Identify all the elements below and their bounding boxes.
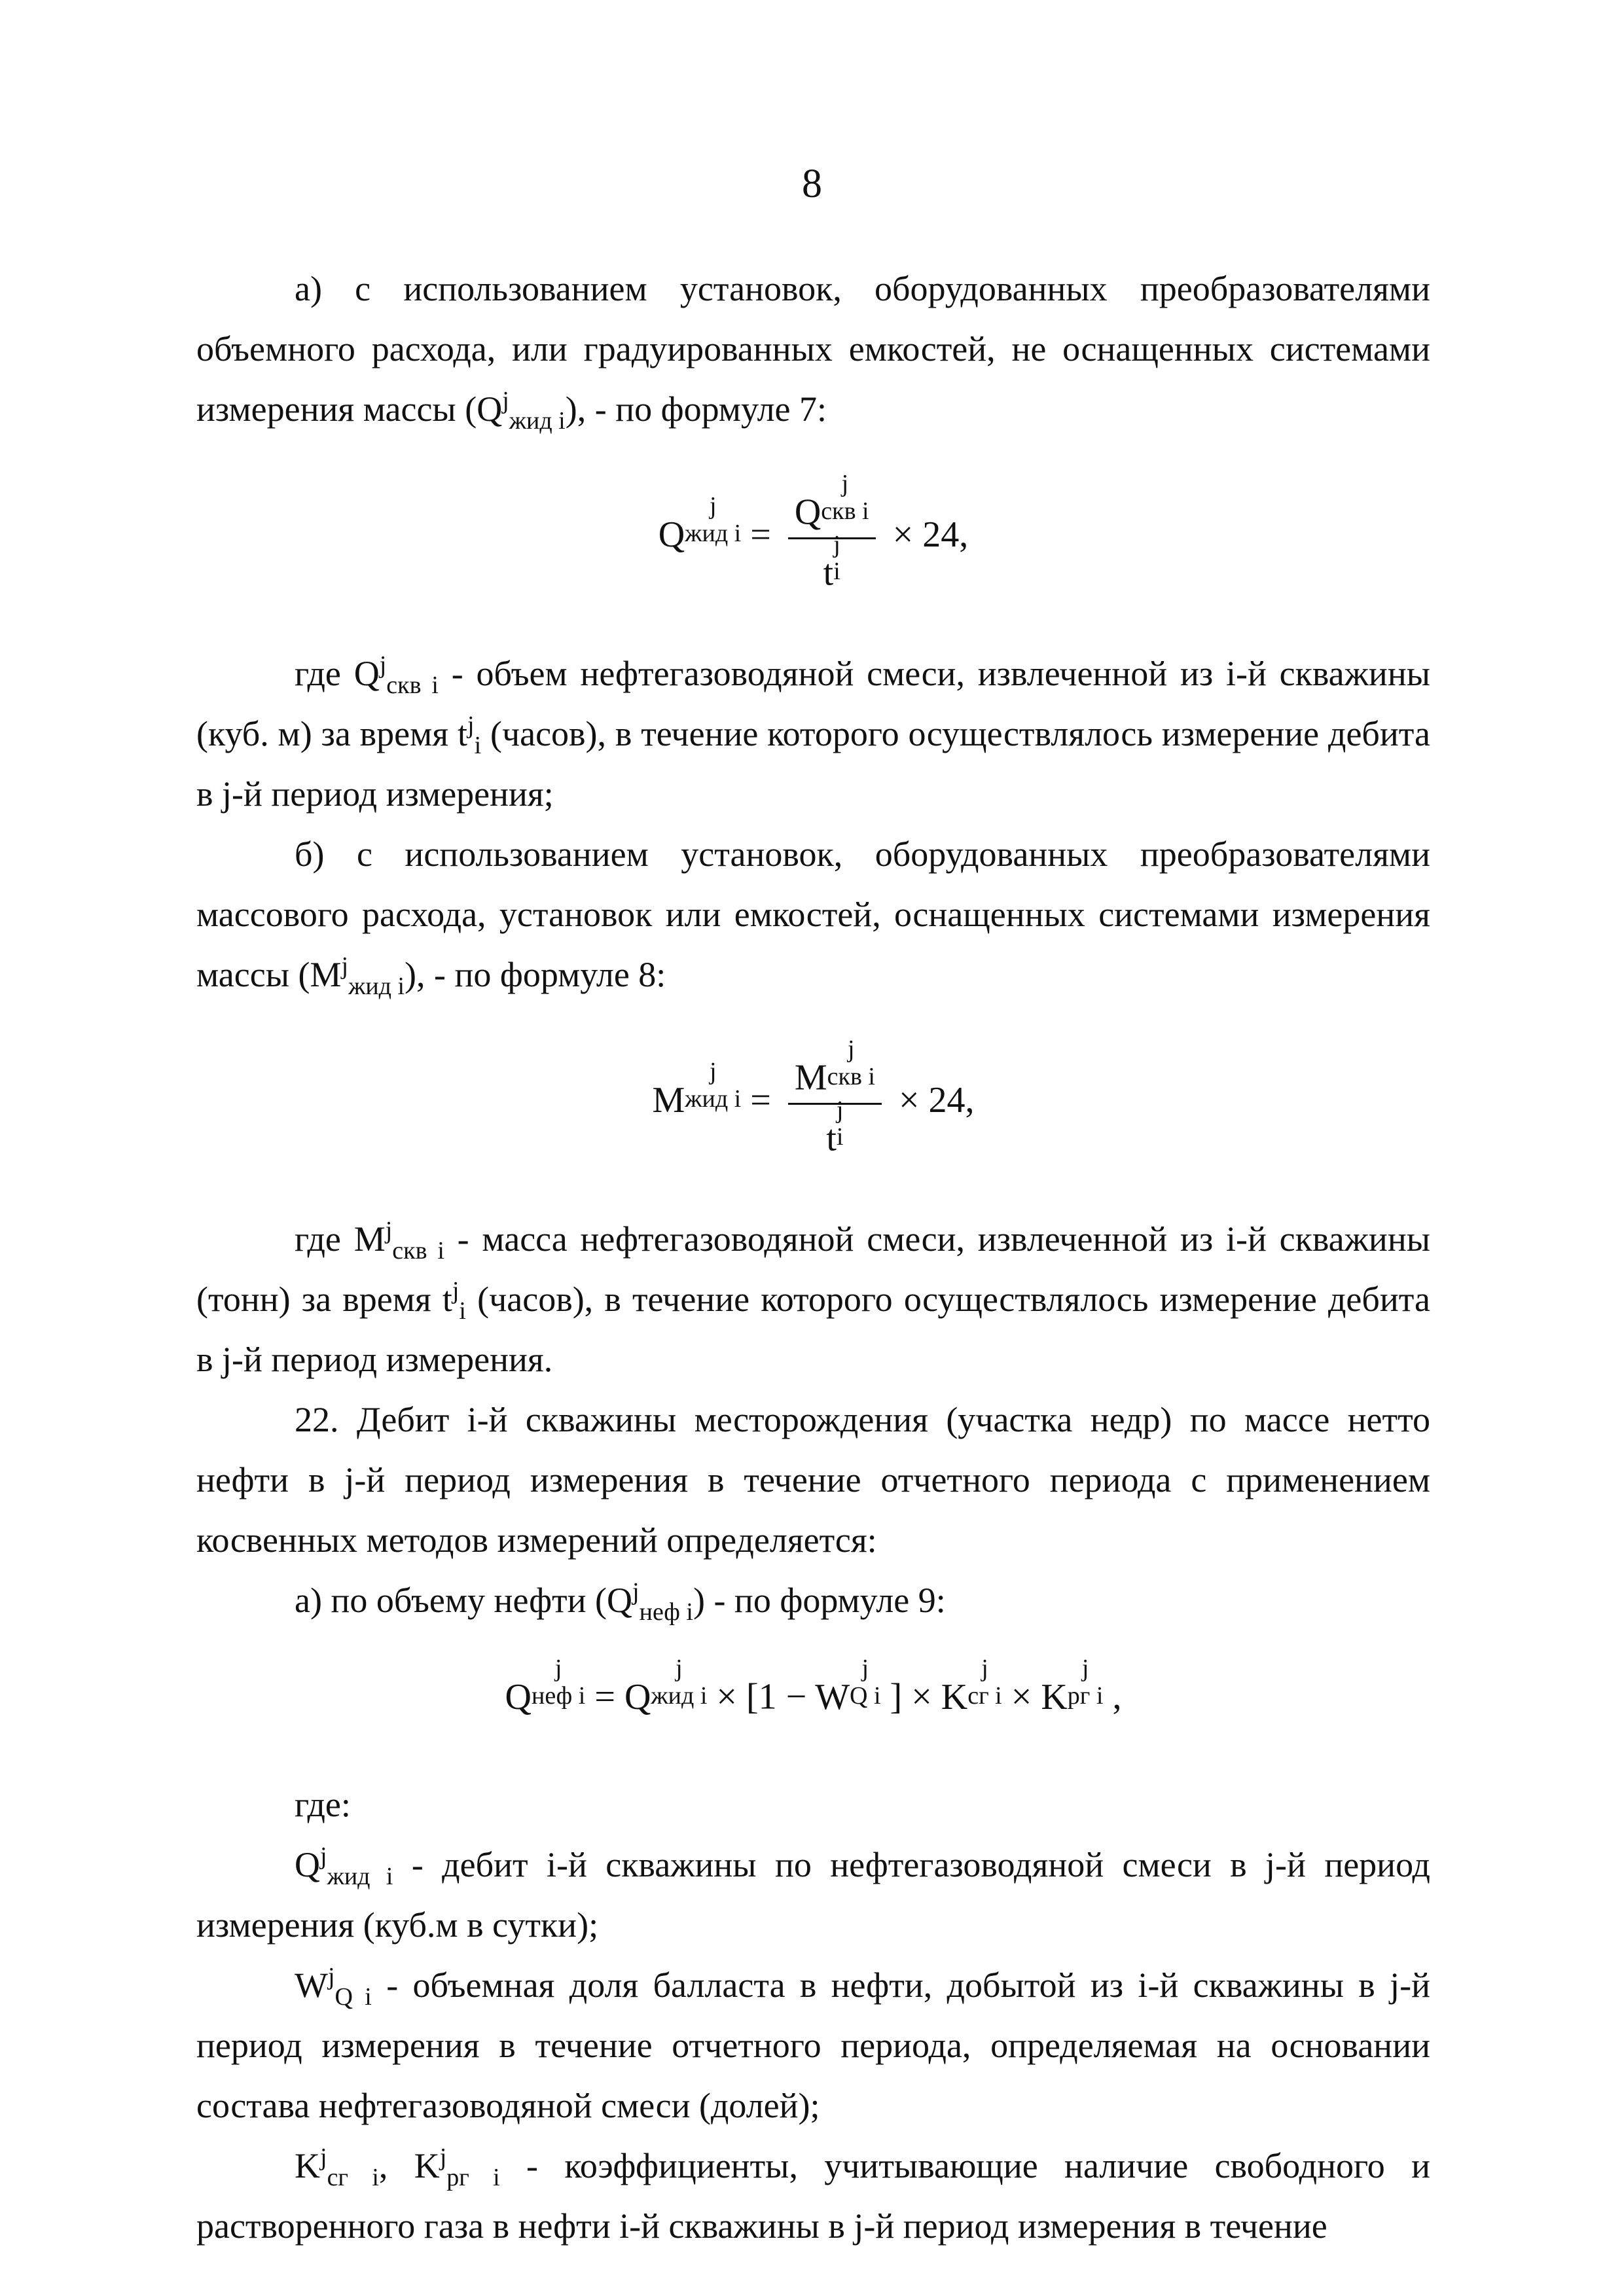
formula-8-fraction [788, 1035, 882, 1158]
symbol-q-skv: $Q^j_{скв i}$ [353, 651, 439, 699]
paragraph-22: 22. Дебит i-й скважины месторождения (участка недр) по массе нетто нефти в j-й период измерения в течение отчетного периода с применением косвенных методов измерений определяется: [196, 1400, 1430, 1560]
symbol-k-rg: $K^j_{рг i}$ [414, 2143, 500, 2191]
formula-7-denominator: t j i [823, 530, 840, 593]
formula-9-q-liquid: Q j жид i [624, 1655, 708, 1717]
paragraph-where-q-skv: где $Q^j_{скв i}$ - объем нефтегазоводяной смеси, извлеченной из i-й скважины (куб. м) за время $t^j_i$ (часов), в течение которого осуществлялось измерение дебита в j-й период измерения; [196, 651, 1431, 814]
formula-7 [196, 470, 1430, 593]
formula-7-tail: × 24, [892, 514, 969, 555]
paragraph-a-volumetric [196, 259, 1430, 439]
formula-8-tail: × 24, [898, 1079, 975, 1121]
formula-9-op3: × [1011, 1676, 1032, 1717]
formula-9-equals: = [594, 1676, 615, 1717]
formula-8-numerator: M j скв i [788, 1050, 882, 1105]
formula-9-q-oil: Q j неф i [505, 1655, 586, 1717]
symbol-w: $W^j_{Q i}$ [295, 1962, 372, 2011]
symbol-k-sg: $K^j_{сг i}$ [295, 2143, 379, 2191]
formula-8-denominator: t j i [826, 1096, 844, 1158]
formula-9-tail: , [1112, 1676, 1122, 1717]
page-number: 8 [802, 162, 822, 206]
symbol-q-liquid: $Q^j_{жид i}$ [477, 387, 566, 435]
paragraph-text-end: ), - по формуле 7: [565, 389, 827, 429]
paragraph-def-q-liquid: $Q^j_{жид i}$ - дебит i-й скважины по нефтегазоводяной смеси в j-й период измерения (куб.м в сутки); [196, 1842, 1430, 1945]
formula-9-w: W j Q i [815, 1655, 881, 1717]
symbol-t: $t^j_i$ [442, 1277, 466, 1325]
symbol-m-skv: $M^j_{скв i}$ [353, 1217, 444, 1265]
formula-8 [196, 1035, 1430, 1158]
formula-7-equals: = [750, 514, 771, 555]
paragraph-def-k: $K^j_{сг i}$, $K^j_{рг i}$ - коэффициенты, учитывающие наличие свободного и растворенного газа в нефти i-й скважины в j-й период измерения в течение [196, 2143, 1430, 2246]
formula-8-lhs: M j жид i [652, 1058, 742, 1121]
paragraph-where-m-skv: где $M^j_{скв i}$ - масса нефтегазоводяной смеси, извлеченной из i-й скважины (тонн) за время $t^j_i$ (часов), в течение которого осуществлялось измерение дебита в j-й период измерения. [196, 1217, 1431, 1379]
paragraph-def-w: $W^j_{Q i}$ - объемная доля балласта в нефти, добытой из i-й скважины в j-й период измерения в течение отчетного периода, определяемая на основании состава нефтегазоводяной смеси (долей); [196, 1962, 1431, 2125]
paragraph-b-mass: б) с использованием установок, оборудованных преобразователями массового расхода, установок или емкостей, оснащенных системами измерения массы $(M^j_{жид i})$, - по формуле 8: [196, 834, 1430, 1000]
symbol-m-liquid: $M^j_{жид i}$ [310, 952, 405, 1000]
formula-9-k-sg: K j сг i [941, 1655, 1002, 1717]
symbol-q-oil: $Q^j_{неф i}$ [607, 1578, 693, 1626]
document-body [196, 259, 1430, 2256]
formula-9 [196, 1655, 1430, 1717]
formula-7-numerator: Q j скв i [788, 485, 876, 539]
formula-9-op1: × [1 − [716, 1676, 807, 1717]
symbol-t: $t^j_i$ [458, 711, 482, 759]
formula-7-lhs: Q j жид i [658, 492, 742, 555]
formula-7-fraction [788, 470, 876, 593]
formula-9-k-rg: K j рг i [1041, 1655, 1104, 1717]
paragraph-where-label: где: [295, 1784, 351, 1824]
formula-8-equals: = [750, 1079, 771, 1121]
formula-9-op2: ] × [890, 1676, 932, 1717]
paragraph-text: а) с использованием установок, оборудованных преобразователями объемного расхода, или градуированных емкостей, не оснащенных системами измерения массы ( [196, 269, 1430, 429]
paragraph-a-oil-volume: а) по объему нефти $(Q^j_{неф i})$ - по формуле 9: [295, 1578, 946, 1626]
symbol-q-liquid: $Q^j_{жид i}$ [295, 1842, 393, 1890]
